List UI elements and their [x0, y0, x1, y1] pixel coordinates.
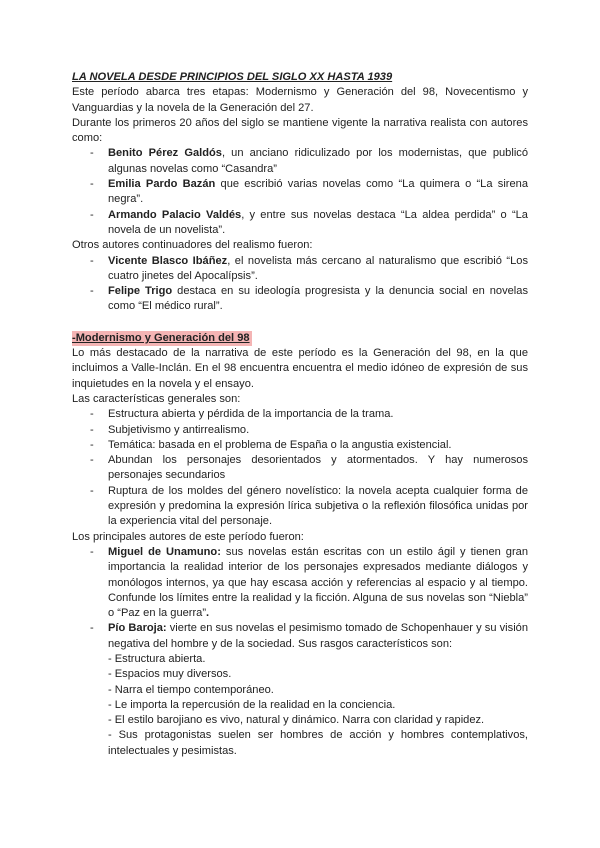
list-item	[72, 254, 528, 285]
author-text-end: .	[206, 607, 210, 620]
authors-list	[72, 545, 528, 759]
continuers-list	[72, 254, 528, 315]
authors-intro: Los principales autores de este período fueron:	[72, 530, 304, 543]
trait-item: - Narra el tiempo contemporáneo.	[108, 683, 274, 696]
author-text: , el novelista más cercano al naturalismo que escribió “Los cuatro jinetes del Apocalípsis”.	[108, 254, 528, 282]
author-name: Felipe Trigo	[108, 285, 173, 298]
list-item	[72, 545, 528, 621]
author-text: , un anciano ridiculizado por los modernistas, que publicó algunas novelas como “Casandra”	[108, 147, 529, 175]
author-name: Benito Pérez Galdós	[108, 147, 222, 160]
author-name: Emilia Pardo Bazán	[108, 178, 216, 191]
list-item: - Temática: basada en el problema de España o la angustia existencial.	[72, 438, 528, 453]
intro-paragraph-1: Este período abarca tres etapas: Modernismo y Generación del 98, Novecentismo y Vanguardias y la novela de la Generación del 27.	[72, 86, 528, 114]
continuers-intro: Otros autores continuadores del realismo fueron:	[72, 239, 313, 252]
list-item: - Ruptura de los moldes del género novelístico: la novela acepta cualquier forma de expresión y predomina la expresión lírica subjetiva o la reflexión filosófica unidas por la experiencia vital del personaje.	[72, 484, 528, 530]
trait-item: - Le importa la repercusión de la realidad en la conciencia.	[108, 698, 396, 711]
section-intro: Lo más destacado de la narrativa de este período es la Generación del 98, en la que incluimos a Valle-Inclán. En el 98 encuentra encuentra el medio idóneo de expresión de sus inquietudes en la novela y el ensayo.	[72, 347, 528, 390]
author-text: , y entre sus novelas destaca “La aldea perdida” o “La novela de un novelista”.	[108, 208, 528, 236]
intro-paragraph-2: Durante los primeros 20 años del siglo se mantiene vigente la narrativa realista con autores como:	[72, 116, 528, 145]
list-item: - Estructura abierta y pérdida de la importancia de la trama.	[72, 407, 528, 422]
realists-list	[72, 146, 528, 238]
author-text: vierte en sus novelas el pesimismo tomado de Schopenhauer y su visión negativa del hombre y de la sociedad. Sus rasgos característicos son:	[108, 622, 529, 650]
author-name: Armando Palacio Valdés	[108, 208, 242, 221]
list-item: - Abundan los personajes desorientados y atormentados. Y hay numerosos personajes secundarios	[72, 453, 528, 484]
list-item	[72, 208, 528, 239]
list-item	[72, 284, 528, 315]
list-item: - Subjetivismo y antirrealismo.	[72, 423, 528, 438]
trait-item: - Sus protagonistas suelen ser hombres de acción y hombres contemplativos, intelectuales y pesimistas.	[108, 729, 528, 757]
list-item	[72, 146, 528, 177]
section-heading: -Modernismo y Generación del 98	[72, 331, 252, 346]
features-intro: Las características generales son:	[72, 392, 241, 405]
document-title: LA NOVELA DESDE PRINCIPIOS DEL SIGLO XX HASTA 1939	[72, 71, 393, 83]
author-text: sus novelas están escritas con un estilo ágil y tienen gran importancia la realidad interior de los personajes expresados mediante diálogos y monólogos internos, ya que hay escasa acción y referencias al espacio y al tiempo. Confunde los límites entre la realidad y la ficción. Alguna de sus novelas son “Niebla” o “Paz en la guerra”	[108, 545, 528, 620]
author-name: Miguel de Unamuno:	[108, 545, 221, 558]
trait-item: - El estilo barojiano es vivo, natural y dinámico. Narra con claridad y rapidez.	[108, 714, 485, 727]
author-name: Pío Baroja:	[108, 622, 167, 635]
list-item	[72, 621, 528, 759]
list-item	[72, 177, 528, 208]
author-name: Vicente Blasco Ibáñez	[108, 254, 228, 267]
author-text: que escribió varias novelas como “La quimera o “La sirena negra”.	[108, 178, 528, 206]
spacer	[72, 315, 528, 331]
trait-item: - Espacios muy diversos.	[108, 668, 232, 681]
author-text: destaca en su ideología progresista y la denuncia social en novelas como “El médico rural”.	[108, 285, 528, 313]
features-list	[72, 407, 528, 529]
trait-item: - Estructura abierta.	[108, 652, 206, 665]
